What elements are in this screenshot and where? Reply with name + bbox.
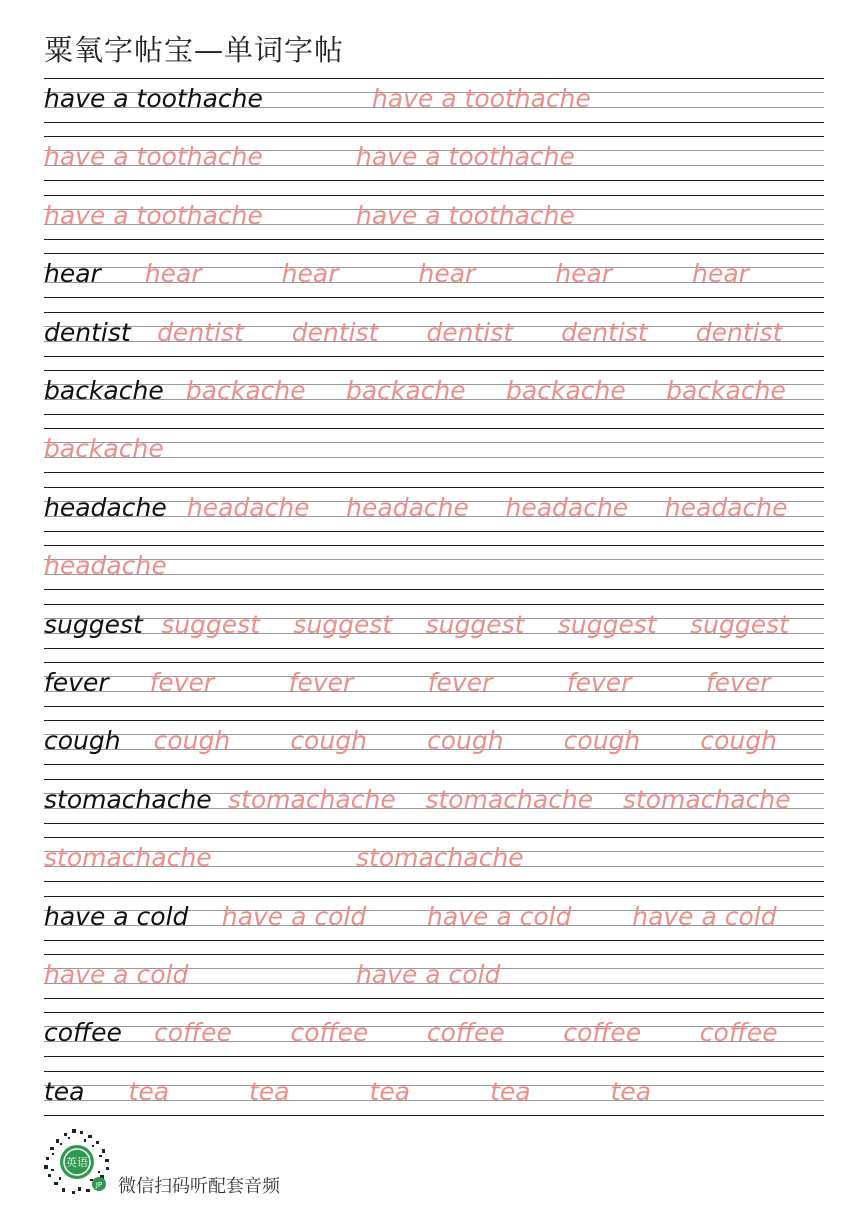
- guide-line: [44, 837, 824, 838]
- trace-word: tea: [369, 1076, 411, 1106]
- qr-corner-label: JP: [95, 1181, 103, 1189]
- trace-word: dentist: [695, 317, 783, 347]
- guide-line: [44, 180, 824, 181]
- practice-row: [44, 1071, 824, 1129]
- practice-row: [44, 195, 824, 253]
- guide-line: [44, 589, 824, 590]
- practice-row: [44, 78, 824, 136]
- trace-word: tea: [610, 1076, 652, 1106]
- model-word: stomachache: [44, 784, 212, 814]
- trace-word: tea: [490, 1076, 531, 1106]
- trace-word: coffee: [154, 1018, 232, 1048]
- trace-word: suggest: [557, 609, 657, 639]
- trace-word: backache: [185, 376, 306, 405]
- trace-word: tea: [249, 1076, 290, 1106]
- trace-word: have a cold: [356, 960, 501, 989]
- trace-word: cough: [700, 726, 777, 756]
- trace-word: headache: [505, 492, 629, 522]
- practice-row: [44, 370, 824, 428]
- trace-word: cough: [563, 726, 641, 756]
- trace-word: hear: [555, 259, 613, 289]
- trace-word: suggest: [690, 609, 789, 639]
- trace-word: coffee: [563, 1018, 642, 1048]
- footer-caption: 微信扫码听配套音频: [118, 1176, 280, 1197]
- guide-line: [44, 122, 824, 123]
- trace-word: headache: [664, 492, 788, 522]
- trace-word: have a cold: [632, 901, 777, 931]
- guide-line: [44, 1115, 824, 1116]
- practice-row: [44, 1012, 824, 1070]
- practice-row: [44, 487, 824, 545]
- guide-line: [44, 779, 824, 780]
- practice-row: [44, 954, 824, 1012]
- guide-line: [44, 896, 824, 897]
- guide-line: [44, 720, 824, 721]
- trace-word: stomachache: [622, 784, 791, 814]
- trace-word: suggest: [425, 609, 525, 639]
- trace-word: headache: [186, 492, 310, 522]
- trace-word: backache: [44, 434, 164, 464]
- guide-line: [44, 312, 824, 313]
- qr-code-icon[interactable]: [42, 1127, 112, 1197]
- trace-word: backache: [666, 376, 786, 405]
- trace-word: fever: [705, 668, 771, 697]
- practice-row: [44, 253, 824, 311]
- trace-word: fever: [427, 668, 493, 697]
- guide-line: [44, 940, 824, 941]
- practice-row: [44, 896, 824, 954]
- model-word: have a cold: [44, 901, 189, 931]
- guide-line: [44, 764, 824, 765]
- trace-word: have a toothache: [356, 142, 575, 172]
- model-word: cough: [44, 726, 121, 756]
- trace-word: stomachache: [44, 843, 212, 873]
- guide-line: [44, 1071, 824, 1072]
- guide-line: [44, 78, 824, 79]
- trace-word: fever: [288, 668, 354, 697]
- trace-word: hear: [144, 259, 202, 289]
- trace-word: stomachache: [356, 843, 524, 873]
- model-word: backache: [44, 376, 164, 405]
- guide-line: [44, 356, 824, 357]
- guide-line: [44, 414, 824, 415]
- guide-line: [44, 370, 824, 371]
- trace-word: fever: [149, 668, 215, 697]
- trace-word: cough: [427, 726, 504, 756]
- model-word: coffee: [44, 1018, 122, 1048]
- practice-row: [44, 604, 824, 662]
- guide-line: [44, 1056, 824, 1057]
- practice-row: [44, 837, 824, 895]
- trace-word: have a cold: [44, 960, 189, 989]
- qr-badge-label: 英语: [66, 1156, 88, 1169]
- trace-word: dentist: [561, 317, 648, 347]
- trace-word: dentist: [291, 317, 379, 347]
- trace-word: suggest: [161, 609, 261, 639]
- page-title: 粟氧字帖宝—单词字帖: [44, 33, 345, 67]
- guide-line: [44, 136, 824, 137]
- guide-line: [44, 823, 824, 824]
- trace-word: have a cold: [221, 901, 367, 931]
- guide-line: [44, 998, 824, 999]
- model-word: dentist: [44, 317, 131, 347]
- trace-word: have a toothache: [356, 200, 575, 230]
- trace-word: have a toothache: [372, 84, 591, 113]
- practice-row: [44, 312, 824, 370]
- guide-line: [44, 881, 824, 882]
- trace-word: dentist: [157, 317, 244, 347]
- practice-row: [44, 720, 824, 778]
- model-word: fever: [44, 668, 109, 697]
- trace-word: cough: [290, 726, 367, 756]
- guide-line: [44, 297, 824, 298]
- guide-line: [44, 706, 824, 707]
- guide-line: [44, 195, 824, 196]
- practice-row: [44, 136, 824, 194]
- trace-word: coffee: [290, 1018, 369, 1048]
- model-word: hear: [44, 259, 101, 289]
- trace-word: headache: [44, 551, 167, 581]
- trace-word: fever: [566, 668, 632, 697]
- guide-line: [44, 428, 824, 429]
- trace-word: stomachache: [425, 784, 594, 814]
- guide-line: [44, 531, 824, 532]
- guide-line: [44, 487, 824, 488]
- guide-line: [44, 545, 824, 546]
- model-word: tea: [44, 1076, 85, 1106]
- guide-line: [44, 662, 824, 663]
- trace-word: hear: [418, 259, 476, 289]
- model-word: have a toothache: [44, 84, 263, 113]
- guide-line: [44, 472, 824, 473]
- trace-word: have a cold: [427, 901, 572, 931]
- practice-row: [44, 545, 824, 603]
- trace-word: have a toothache: [44, 200, 263, 230]
- practice-row: [44, 779, 824, 837]
- trace-word: dentist: [426, 317, 514, 347]
- guide-line: [44, 253, 824, 254]
- guide-line: [44, 954, 824, 955]
- trace-word: backache: [345, 376, 466, 405]
- trace-word: tea: [128, 1076, 170, 1106]
- trace-word: stomachache: [228, 784, 396, 814]
- trace-word: coffee: [699, 1018, 778, 1048]
- model-word: suggest: [44, 609, 143, 639]
- practice-row: [44, 662, 824, 720]
- guide-line: [44, 239, 824, 240]
- guide-line: [44, 1012, 824, 1013]
- guide-line: [44, 648, 824, 649]
- model-word: headache: [44, 492, 167, 522]
- trace-word: backache: [506, 376, 626, 405]
- guide-line: [44, 604, 824, 605]
- trace-word: suggest: [293, 609, 393, 639]
- trace-word: headache: [346, 492, 469, 522]
- trace-word: cough: [153, 726, 231, 756]
- trace-word: have a toothache: [44, 142, 263, 172]
- trace-word: hear: [281, 259, 339, 289]
- trace-word: hear: [692, 259, 749, 289]
- trace-word: coffee: [426, 1018, 505, 1048]
- practice-row: [44, 428, 824, 486]
